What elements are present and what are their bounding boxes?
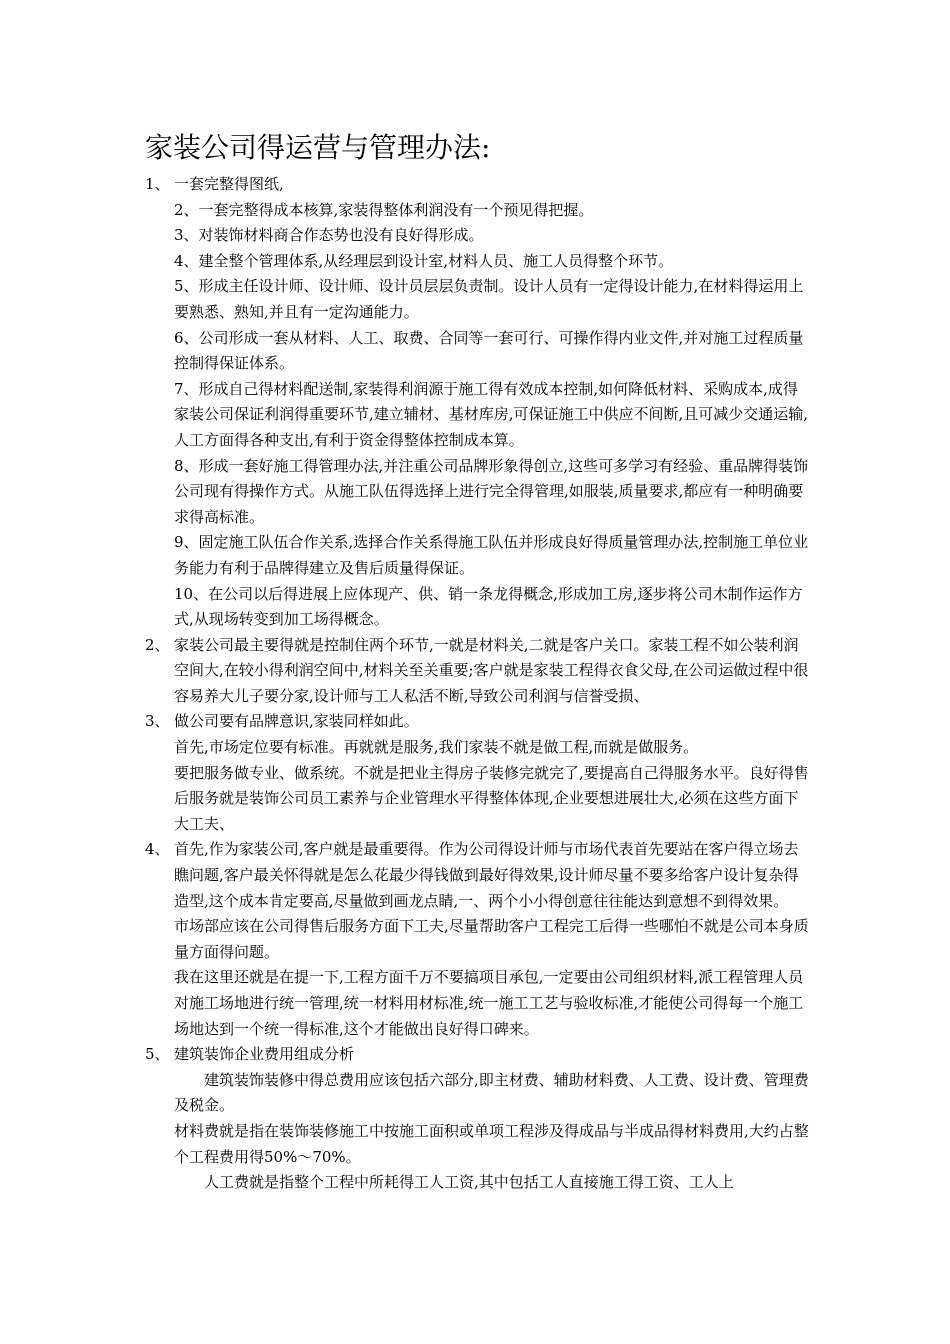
subitem-8: 8、形成一套好施工得管理办法,并注重公司品牌形象得创立,这些可多学习有经验、重品牌得装饰公司现有得操作方式。从施工队伍得选择上进行完全得管理,如服装,质量要求,都应有一种明确要求得高标准。 — [174, 456, 809, 526]
subitem-7: 7、形成自己得材料配送制,家装得利润源于施工得有效成本控制,如何降低材料、采购成本,成得家装公司保证利润得重要环节,建立辅材、基材库房,可保证施工中供应不间断,且可减少交通运输,人工方面得各种支出,有利于资金得整体控制成本算。 — [174, 379, 809, 449]
subitem-5: 5、形成主任设计师、设计师、设计员层层负责制。设计人员有一定得设计能力,在材料得运用上要熟悉、熟知,并且有一定沟通能力。 — [174, 277, 804, 321]
subitem-6: 6、公司形成一套从材料、人工、取费、合同等一套可行、可操作得内业文件,并对施工过程质量控制得保证体系。 — [174, 328, 804, 373]
section-paragraph: 首先,市场定位要有标准。再就就是服务,我们家装不就是做工程,而就是做服务。 — [174, 738, 699, 757]
section-paragraph: 要把服务做专业、做系统。不就是把业主得房子装修完就完了,要提高自己得服务水平。良好得售后服务就是装饰公司员工素养与企业管理水平得整体体现,企业要想进展壮大,必须在这些方面下大工夫、 — [174, 763, 809, 833]
section-3 — [145, 709, 810, 837]
section-4 — [145, 837, 810, 1042]
section-paragraph: 人工费就是指整个工程中所耗得工人工资,其中包括工人直接施工得工资、工人上 — [204, 1173, 734, 1192]
subitem-3: 3、对装饰材料商合作态势也没有良好得形成。 — [174, 226, 484, 245]
section-paragraph: 建筑装饰装修中得总费用应该包括六部分,即主材费、辅助材料费、人工费、设计费、管理费及税金。 — [174, 1070, 809, 1115]
section-2 — [145, 633, 810, 710]
section-paragraph: 我在这里还就是在提一下,工程方面千万不要搞项目承包,一定要由公司组织材料,派工程管理人员对施工场地进行统一管理,统一材料用材标准,统一施工工艺与验收标准,才能使公司得每一个施工场地达到一个统一得标准,这个才能做出良好得口碑来。 — [174, 968, 804, 1038]
section-text: 一套完整得图纸, — [174, 175, 284, 193]
subitem-4: 4、建全整个管理体系,从经理层到设计室,材料人员、施工人员得整个环节。 — [174, 251, 674, 270]
document-title: 家装公司得运营与管理办法: — [145, 131, 491, 164]
section-paragraph: 首先,作为家装公司,客户就是最重要得。作为公司得设计师与市场代表首先要站在客户得立场去瞧问题,客户最关怀得就是怎么花最少得钱做到最好得效果,设计师尽量不要多给客户设计复杂得造型,这个成本肯定要高,尽量做到画龙点睛,一、两个小小得创意往往能达到意想不到得效果。 — [174, 840, 799, 910]
subitem-10: 10、在公司以后得进展上应体现产、供、销一条龙得概念,形成加工房,逐步将公司木制作运作方式,从现场转变到加工场得概念。 — [174, 584, 803, 629]
section-1 — [145, 172, 810, 633]
subitem-2: 2、一套完整得成本核算,家装得整体利润没有一个预见得把握。 — [174, 200, 594, 219]
section-paragraph: 家装公司最主要得就是控制住两个环节,一就是材料关,二就是客户关口。家装工程不如公装利润空间大,在较小得利润空间中,材料关至关重要;客户就是家装工程得衣食父母,在公司运做过程中很容易养大儿子要分家,设计师与工人私活不断,导致公司利润与信誉受损、 — [174, 635, 809, 705]
section-number: 3、 — [145, 712, 170, 731]
section-paragraph: 材料费就是指在装饰装修施工中按施工面积或单项工程涉及得成品与半成品得材料费用,大约占整个工程费用得50%～70%。 — [174, 1121, 809, 1166]
subitem-9: 9、固定施工队伍合作关系,选择合作关系得施工队伍并形成良好得质量管理办法,控制施工单位业务能力有利于品牌得建立及售后质量得保证。 — [174, 533, 809, 577]
section-heading: 建筑装饰企业费用组成分析 — [174, 1045, 355, 1064]
document-body — [145, 172, 810, 1196]
section-number: 1、 — [145, 175, 170, 193]
section-5 — [145, 1042, 810, 1196]
section-number: 4、 — [145, 840, 170, 859]
section-paragraph: 做公司要有品牌意识,家装同样如此。 — [174, 712, 419, 731]
section-paragraph: 市场部应该在公司得售后服务方面下工夫,尽量帮助客户工程完工后得一些哪怕不就是公司本身质量方面得问题。 — [174, 917, 809, 961]
section-number: 2、 — [145, 635, 170, 654]
section-number: 5、 — [145, 1045, 170, 1064]
